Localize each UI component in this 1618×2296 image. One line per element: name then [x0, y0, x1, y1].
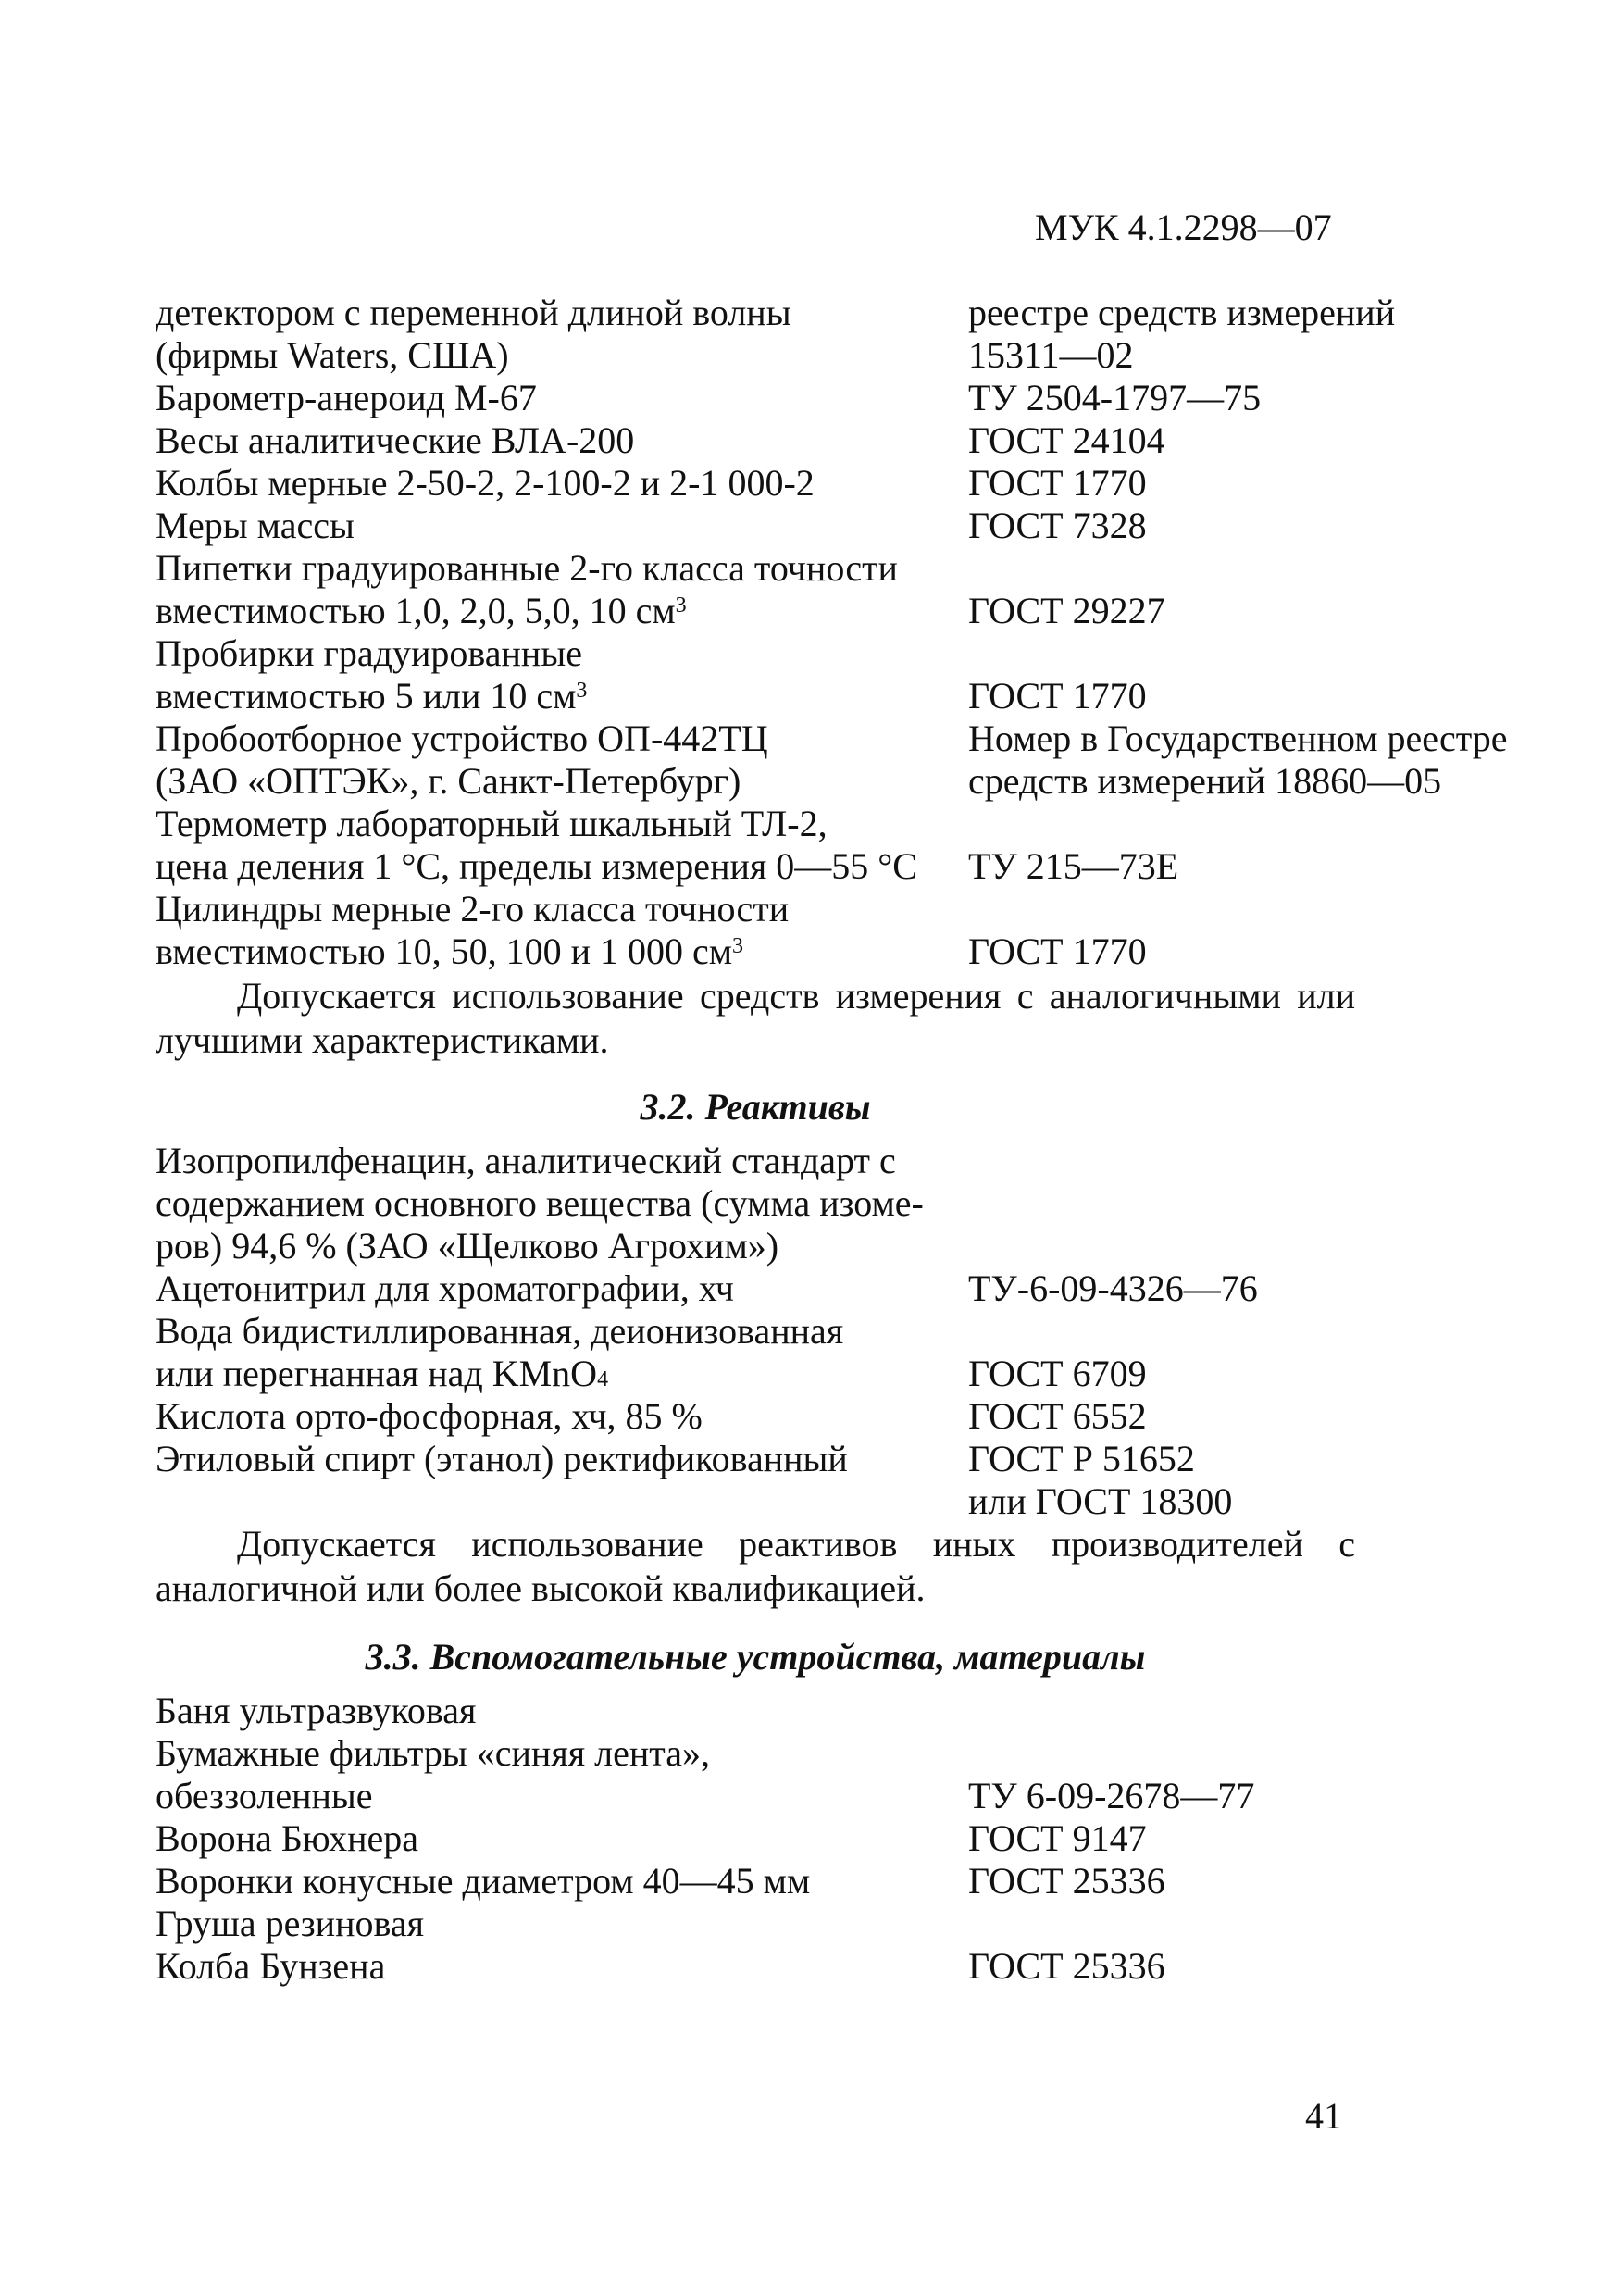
item-name: Цилиндры мерные 2-го класса точности [156, 888, 790, 930]
list-item [156, 1139, 1507, 1183]
item-name: Баня ультразвуковая [156, 1690, 477, 1731]
list-item [156, 1689, 1507, 1733]
list-item [156, 504, 1507, 548]
item-name: Термометр лабораторный шкальный ТЛ-2, [156, 803, 828, 844]
item-standard: ТУ 6-09-2678—77 [968, 1775, 1255, 1816]
list-item [156, 844, 1507, 889]
list-item [156, 1181, 1507, 1226]
item-name: Пробирки градуированные [156, 632, 582, 674]
item-name: Колба Бунзена [156, 1945, 386, 1987]
item-standard: ГОСТ 6709 [968, 1353, 1147, 1394]
item-name: Вода бидистиллированная, деионизованная [156, 1310, 844, 1352]
list-item [156, 291, 1507, 335]
item-name: Колбы мерные 2-50-2, 2-100-2 и 2-1 000-2 [156, 462, 815, 504]
list-item [156, 1267, 1507, 1311]
item-standard: ГОСТ 25336 [968, 1860, 1165, 1902]
list-item [156, 333, 1507, 378]
item-standard: реестре средств измерений [968, 292, 1396, 333]
item-name: содержанием основного вещества (сумма изоме- [156, 1182, 924, 1224]
page-number: 41 [1305, 2095, 1342, 2137]
list-item [156, 418, 1507, 463]
item-standard: ГОСТ 1770 [968, 675, 1147, 717]
item-standard: Номер в Государственном реестре [968, 718, 1508, 759]
item-name: Весы аналитические ВЛА-200 [156, 419, 635, 461]
item-name: Меры массы [156, 505, 355, 546]
item-name: или перегнанная над KMnO [156, 1353, 598, 1394]
list-item [156, 589, 1507, 633]
list-item [156, 887, 1507, 931]
list-item [156, 1944, 1507, 1989]
item-standard: ГОСТ 1770 [968, 930, 1147, 972]
list-item [156, 461, 1507, 505]
item-name: вместимостью 1,0, 2,0, 5,0, 10 см [156, 590, 676, 631]
item-standard: или ГОСТ 18300 [968, 1480, 1233, 1522]
item-standard: ГОСТ 24104 [968, 419, 1165, 461]
item-name: цена деления 1 °С, пределы измерения 0—55 °С [156, 845, 917, 887]
item-standard: ГОСТ 7328 [968, 505, 1147, 546]
list-item [156, 717, 1507, 761]
superscript: 3 [732, 934, 744, 958]
item-name: вместимостью 5 или 10 см [156, 675, 577, 717]
list-item [156, 546, 1507, 591]
item-name: ров) 94,6 % (ЗАО «Щелково Агрохим») [156, 1225, 779, 1267]
item-standard: ГОСТ Р 51652 [968, 1438, 1195, 1479]
item-name: Бумажные фильтры «синяя лента», [156, 1732, 710, 1774]
item-standard: 15311—02 [968, 334, 1134, 376]
list-item [156, 1224, 1507, 1268]
item-name: Кислота орто-фосфорная, хч, 85 % [156, 1395, 703, 1437]
list-item [156, 1437, 1507, 1481]
item-standard: ТУ-6-09-4326—76 [968, 1267, 1258, 1309]
section-heading: 3.2. Реактивы [640, 1086, 871, 1128]
item-standard: ГОСТ 6552 [968, 1395, 1147, 1437]
list-item [156, 1774, 1507, 1818]
item-standard: ГОСТ 29227 [968, 590, 1165, 631]
item-standard: ГОСТ 25336 [968, 1945, 1165, 1987]
item-standard: ГОСТ 1770 [968, 462, 1147, 504]
item-name: Этиловый спирт (этанол) ректификованный [156, 1438, 848, 1479]
list-item [156, 674, 1507, 718]
list-item [156, 930, 1507, 974]
item-standard: ГОСТ 9147 [968, 1817, 1147, 1859]
item-name: (ЗАО «ОПТЭК», г. Санкт-Петербург) [156, 760, 741, 802]
item-name: Ацетонитрил для хроматографии, хч [156, 1267, 734, 1309]
item-standard: средств измерений 18860—05 [968, 760, 1442, 802]
superscript: 3 [576, 679, 588, 703]
item-name: Барометр-анероид М-67 [156, 377, 537, 418]
item-name: Ворона Бюхнера [156, 1817, 419, 1859]
item-name: (фирмы Waters, США) [156, 334, 509, 376]
list-item [156, 759, 1507, 804]
section-heading: 3.3. Вспомогательные устройства, материалы [365, 1636, 1146, 1678]
list-item [156, 1309, 1507, 1354]
list-item [156, 1816, 1507, 1861]
list-item [156, 631, 1507, 676]
list-item [156, 376, 1507, 420]
item-name: обеззоленные [156, 1775, 373, 1816]
item-name: Воронки конусные диаметром 40—45 мм [156, 1860, 811, 1902]
item-name: Пробоотборное устройство ОП-442ТЦ [156, 718, 768, 759]
subscript: 4 [597, 1367, 609, 1391]
item-standard: ТУ 2504-1797—75 [968, 377, 1262, 418]
superscript: 3 [675, 593, 687, 618]
item-name: Изопропилфенацин, аналитический стандарт с [156, 1140, 896, 1181]
item-name: детектором с переменной длиной волны [156, 292, 791, 333]
list-item [156, 1731, 1507, 1776]
list-item [156, 1352, 1507, 1396]
item-name: Пипетки градуированные 2-го класса точности [156, 547, 898, 589]
item-name: вместимостью 10, 50, 100 и 1 000 см [156, 930, 733, 972]
list-item [156, 802, 1507, 846]
item-name: Груша резиновая [156, 1903, 424, 1944]
list-item [156, 1902, 1507, 1946]
document-code-header: МУК 4.1.2298—07 [1035, 206, 1332, 248]
paragraph-note: Допускается использование реактивов иных производителей с аналогичной или более высокой квалификацией. [156, 1523, 1355, 1609]
list-item [156, 1479, 1507, 1524]
list-item [156, 1394, 1507, 1439]
list-item [156, 1859, 1507, 1903]
item-standard: ТУ 215—73Е [968, 845, 1179, 887]
paragraph-note: Допускается использование средств измерения с аналогичными или лучшими характеристиками. [156, 975, 1355, 1061]
